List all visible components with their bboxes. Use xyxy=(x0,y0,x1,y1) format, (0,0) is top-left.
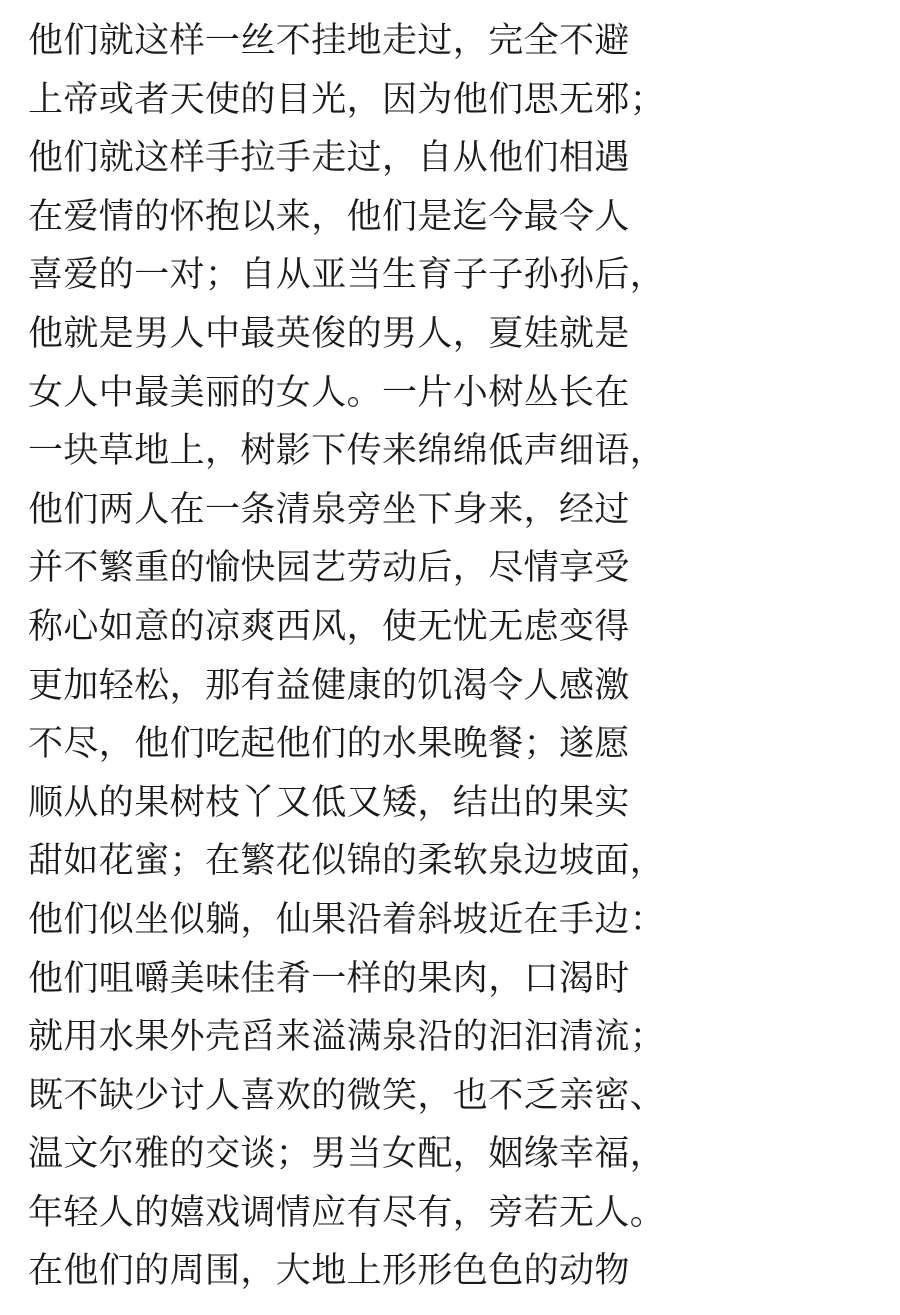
poem-text-block xyxy=(28,12,888,1301)
text-line: 一块草地上，树影下传来绵绵低声细语， xyxy=(28,431,666,472)
text-line: 称心如意的凉爽西风，使无忧无虑变得 xyxy=(28,606,630,647)
text-line: 他们似坐似躺，仙果沿着斜坡近在手边： xyxy=(28,899,666,940)
text-line: 不尽，他们吃起他们的水果晚餐；遂愿 xyxy=(28,724,630,765)
text-line: 他们咀嚼美味佳肴一样的果肉，口渴时 xyxy=(28,958,630,999)
text-line: 上帝或者天使的目光，因为他们思无邪； xyxy=(28,79,666,120)
text-line: 喜爱的一对；自从亚当生育子子孙孙后， xyxy=(28,255,666,296)
text-line: 他们就这样手拉手走过，自从他们相遇 xyxy=(28,138,630,179)
text-line: 甜如花蜜；在繁花似锦的柔软泉边坡面， xyxy=(28,841,666,882)
text-line: 他就是男人中最英俊的男人，夏娃就是 xyxy=(28,313,630,354)
text-line: 他们就这样一丝不挂地走过，完全不避 xyxy=(28,21,630,61)
text-line: 更加轻松，那有益健康的饥渴令人感激 xyxy=(28,665,630,706)
text-line: 在爱情的怀抱以来，他们是迄今最令人 xyxy=(28,196,630,237)
text-line: 他们两人在一条清泉旁坐下身来，经过 xyxy=(28,489,630,530)
text-line: 在他们的周围，大地上形形色色的动物 xyxy=(28,1251,630,1292)
text-line: 年轻人的嬉戏调情应有尽有，旁若无人。 xyxy=(28,1192,666,1233)
text-line: 温文尔雅的交谈；男当女配，姻缘幸福， xyxy=(28,1134,666,1175)
text-line: 顺从的果树枝丫又低又矮，结出的果实 xyxy=(28,782,630,823)
text-line: 就用水果外壳舀来溢满泉沿的汩汩清流； xyxy=(28,1017,666,1058)
text-line: 女人中最美丽的女人。一片小树丛长在 xyxy=(28,372,630,413)
text-line: 并不繁重的愉快园艺劳动后，尽情享受 xyxy=(28,548,630,589)
text-line: 既不缺少讨人喜欢的微笑，也不乏亲密、 xyxy=(28,1075,666,1116)
